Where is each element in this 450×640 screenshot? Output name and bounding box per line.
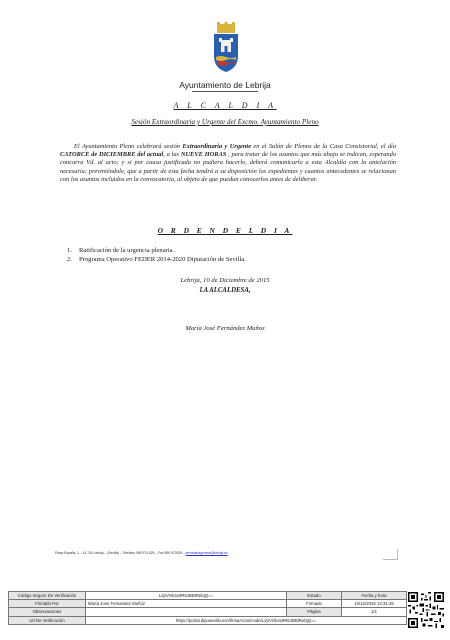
estado-label: Estado xyxy=(287,592,342,600)
divider xyxy=(192,91,258,92)
signed-by-label: Firmado Por xyxy=(9,600,86,608)
signer-name: María José Fernández Muñoz xyxy=(185,325,265,332)
url-value[interactable]: https://portal.dipusevilla.es/vfirmaActos/code/L2jrVGk4x9R6JBBIRebjQ== xyxy=(86,616,407,624)
crop-mark xyxy=(383,549,398,560)
body-fragment: El Ayuntamiento Pleno celebrará sesión xyxy=(74,143,183,150)
convocation-text xyxy=(60,143,396,184)
code-label: Código Seguro De Verificación xyxy=(9,592,86,600)
footer-email-link[interactable]: secretariageneral@lebrija.es xyxy=(185,551,228,555)
fecha-label: Fecha y hora xyxy=(342,592,407,600)
signed-by-value: María Jose Fernandez Muñoz xyxy=(86,600,287,608)
page-heading: A L C A L D I A xyxy=(173,101,277,110)
session-title: Sesión Extraordinaria y Urgente del Excmo. Ayuntamiento Pleno xyxy=(131,118,319,126)
status-value: Firmado xyxy=(287,600,342,608)
code-value: L2jrVGk4x9R6JBBIRebjQ== xyxy=(86,592,287,600)
body-fragment: , para tratar de los asuntos que más abajo se indican, esperando concurra Vd. al acto; y si por causa justificada no pudiera hacerlo, deberá comunicarlo a esta Alcaldía con la antelación necesaria; previniéndole, que a partir de esta fecha tendrá a su disposición los expedientes y cuantos antecedentes se relacionan con los asuntos incluidos en la convocatoria, al objeto de que puedan conocerlos antes de deliberar. xyxy=(60,151,397,183)
organization-name: Ayuntamiento de Lebrija xyxy=(179,80,271,90)
body-bold: Extraordinaria y Urgente xyxy=(182,143,252,150)
footer-address: Plaza España, 1 – 41.740 Lebrija – (Sevilla) – Teléfono 955 974 525 – Fax 955 972928 – xyxy=(55,551,186,555)
verification-table xyxy=(8,591,407,625)
body-bold: NUEVE HORAS xyxy=(180,151,227,159)
agenda-item-text: Programa Operativo FEDER 2014-2020 Diputación de Sevilla. xyxy=(79,256,246,263)
footer-contact xyxy=(55,551,228,555)
page-value: 1/1 xyxy=(342,608,407,616)
agenda-item xyxy=(67,246,246,255)
coat-of-arms-logo xyxy=(206,22,246,74)
datetime-value: 10/12/2015 14:31:46 xyxy=(342,600,407,608)
url-label: Url De Verificación xyxy=(9,616,86,624)
page-label: Página xyxy=(287,608,342,616)
observations-label: Observaciones xyxy=(9,608,86,616)
qr-code-icon xyxy=(408,592,444,628)
agenda-list xyxy=(67,246,246,264)
body-bold: CATORCE de DICIEMBRE del actual xyxy=(60,151,164,159)
place-date: Lebrija, 10 de Diciembre de 2015 xyxy=(180,277,270,284)
agenda-item-number: 1. xyxy=(67,247,72,254)
observations-value xyxy=(86,608,287,616)
agenda-heading: O R D E N D E L D I A xyxy=(157,226,293,235)
body-fragment: en el Salón de Plenos de la Casa Consistorial, el día xyxy=(251,143,397,150)
body-fragment: , a las xyxy=(163,151,181,159)
agenda-item-number: 2. xyxy=(67,256,72,263)
agenda-item-text: Ratificación de la urgencia plenaria. xyxy=(79,247,175,254)
agenda-item xyxy=(67,255,246,264)
signer-title: LA ALCALDESA, xyxy=(199,287,251,294)
